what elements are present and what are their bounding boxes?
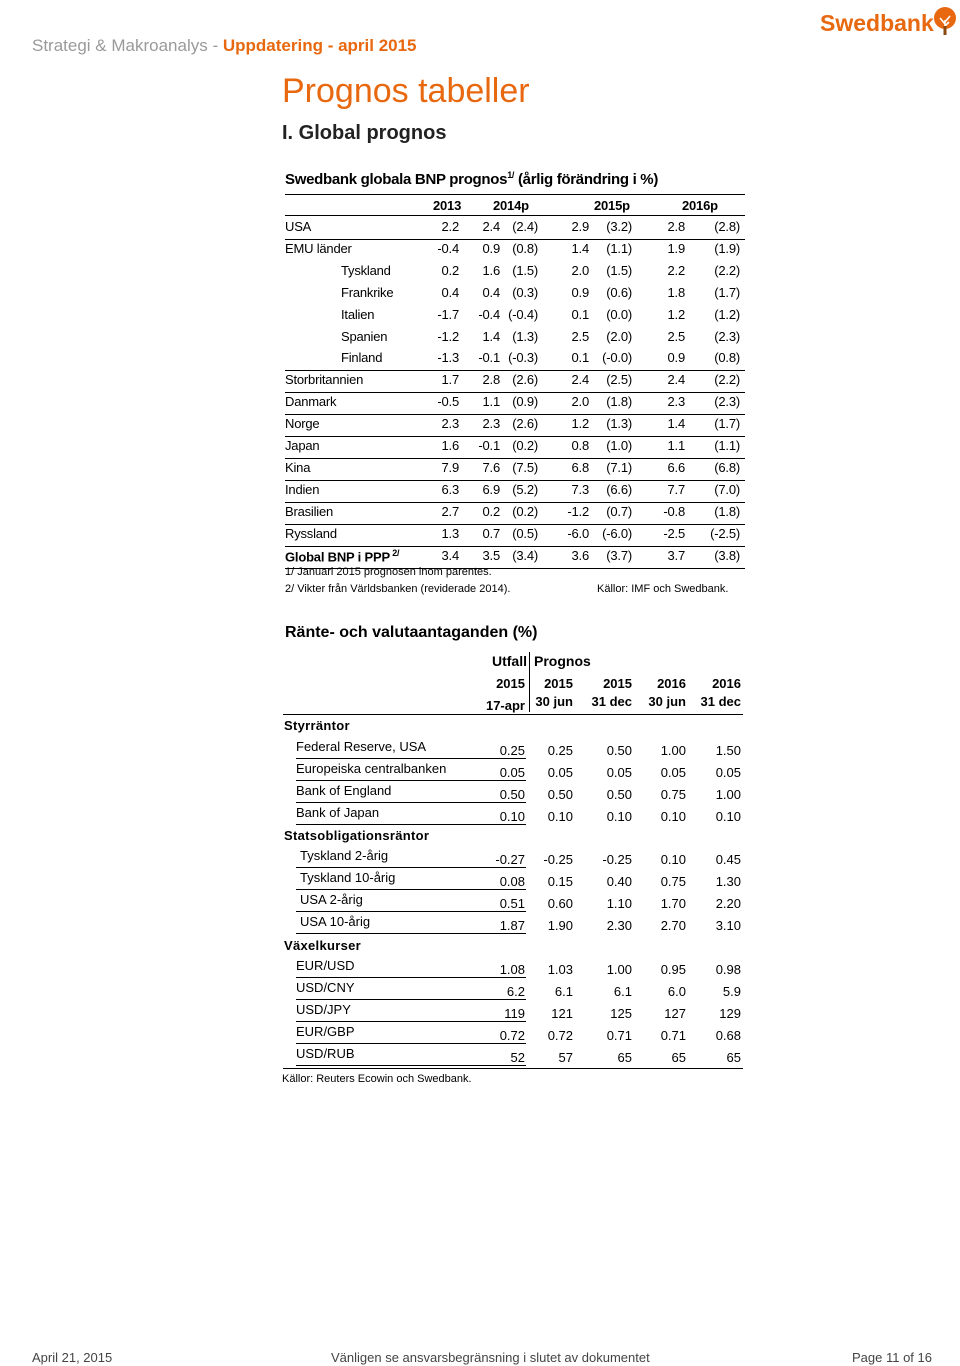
- gdp-value: 2.4: [482, 219, 500, 234]
- divider: [296, 824, 526, 825]
- utfall-header: Utfall: [492, 653, 527, 669]
- country-label: [341, 285, 393, 300]
- gdp-value: (0.7): [606, 504, 632, 519]
- gdp-value: 1.6: [441, 438, 459, 453]
- rate-value: 1.08: [499, 962, 525, 977]
- divider: [296, 911, 526, 912]
- country-name: Brasilien: [285, 504, 334, 519]
- gdp-value: 0.4: [441, 285, 459, 300]
- divider: [285, 502, 745, 503]
- country-label: [341, 350, 382, 365]
- gdp-value: 6.9: [482, 482, 500, 497]
- gdp-value: -0.8: [663, 504, 685, 519]
- gdp-value: 1.9: [667, 241, 685, 256]
- rate-row-label: Europeiska centralbanken: [296, 761, 447, 776]
- date-header: 30 jun: [648, 694, 686, 709]
- gdp-value: (2.3): [714, 394, 740, 409]
- section-heading: Styrräntor: [284, 718, 350, 733]
- gdp-value: -0.4: [478, 307, 500, 322]
- gdp-year-header: 2013: [433, 198, 462, 213]
- gdp-value: (-0.0): [602, 350, 632, 365]
- gdp-value: (1.5): [606, 263, 632, 278]
- gdp-value: -1.7: [437, 307, 459, 322]
- rate-value: 0.25: [547, 743, 573, 758]
- rate-value: 0.10: [660, 852, 686, 867]
- rate-value: 3.10: [715, 918, 741, 933]
- year-header: 2015: [496, 676, 525, 691]
- country-label: [285, 526, 337, 541]
- gdp-value: (1.9): [714, 241, 740, 256]
- gdp-value: 1.8: [667, 285, 685, 300]
- gdp-value: (7.5): [512, 460, 538, 475]
- divider: [285, 414, 745, 415]
- rate-value: 65: [671, 1050, 686, 1065]
- rate-value: 119: [504, 1006, 525, 1021]
- year-header: 2016: [712, 676, 741, 691]
- country-name: EMU länder: [285, 241, 352, 256]
- rate-value: 0.75: [660, 787, 686, 802]
- gdp-value: (2.8): [714, 219, 740, 234]
- gdp-value: (2.2): [714, 263, 740, 278]
- gdp-value: 2.8: [667, 219, 685, 234]
- date-header: 30 jun: [535, 694, 573, 709]
- gdp-value: (1.7): [714, 285, 740, 300]
- gdp-value: -1.2: [567, 504, 589, 519]
- report-header: [32, 36, 417, 56]
- gdp-value: (1.8): [606, 394, 632, 409]
- rate-value: 0.08: [499, 874, 525, 889]
- gdp-value: -6.0: [567, 526, 589, 541]
- country-name: Frankrike: [341, 285, 394, 300]
- country-label: [285, 372, 363, 387]
- divider: [296, 758, 526, 759]
- gdp-value: (3.8): [714, 548, 740, 563]
- rate-value: 127: [664, 1006, 686, 1021]
- rate-value: 0.05: [715, 765, 741, 780]
- divider: [296, 999, 526, 1000]
- gdp-value: (2.6): [512, 372, 538, 387]
- gdp-value: (7.0): [714, 482, 740, 497]
- divider: [296, 1021, 526, 1022]
- rate-value: 0.68: [715, 1028, 741, 1043]
- section-title: I. Global prognos: [282, 122, 447, 144]
- rate-value: 0.05: [547, 765, 573, 780]
- rate-value: 0.25: [499, 743, 525, 758]
- footer-date: April 21, 2015: [32, 1350, 113, 1365]
- gdp-source: Källor: IMF och Swedbank.: [597, 583, 729, 595]
- rate-row-label: Bank of Japan: [296, 805, 380, 820]
- gdp-value: -1.3: [437, 350, 459, 365]
- divider: [285, 239, 745, 240]
- rate-value: 0.50: [499, 787, 525, 802]
- gdp-value: (0.0): [606, 307, 632, 322]
- rate-value: 6.2: [506, 984, 525, 999]
- divider: [296, 889, 526, 890]
- rate-value: 6.1: [554, 984, 573, 999]
- rate-row-label: USD/RUB: [296, 1046, 355, 1061]
- rate-value: 65: [617, 1050, 632, 1065]
- gdp-value: (0.5): [512, 526, 538, 541]
- year-header: 2015: [603, 676, 632, 691]
- gdp-note-2: 2/ Vikter från Världsbanken (reviderade 2014).: [285, 583, 511, 595]
- rate-value: 0.72: [499, 1028, 525, 1043]
- gdp-value: 3.7: [667, 548, 685, 563]
- rate-value: 6.1: [613, 984, 632, 999]
- gdp-value: 3.4: [441, 548, 459, 563]
- gdp-value: 0.2: [482, 504, 500, 519]
- country-name: USA: [285, 219, 312, 234]
- gdp-value: 2.7: [441, 504, 459, 519]
- gdp-value: (3.4): [512, 548, 538, 563]
- section-heading: Växelkurser: [284, 938, 362, 953]
- gdp-value: 0.9: [482, 241, 500, 256]
- rate-value: 0.95: [660, 962, 686, 977]
- country-name: Japan: [285, 438, 320, 453]
- rate-value: 0.50: [547, 787, 573, 802]
- page-title: Prognos tabeller: [282, 72, 530, 110]
- gdp-value: 6.6: [667, 460, 685, 475]
- rate-table-title: Ränte- och valutaantaganden (%): [285, 624, 538, 641]
- gdp-value: 2.8: [482, 372, 500, 387]
- gdp-value: (1.7): [714, 416, 740, 431]
- gdp-value: 1.2: [667, 307, 685, 322]
- gdp-value: (0.8): [512, 241, 538, 256]
- country-name: Spanien: [341, 329, 388, 344]
- rate-row-label: USD/CNY: [296, 980, 355, 995]
- year-header: 2016: [657, 676, 686, 691]
- divider: [285, 194, 745, 195]
- gdp-value: 2.3: [441, 416, 459, 431]
- gdp-value: 6.3: [441, 482, 459, 497]
- gdp-value: (0.9): [512, 394, 538, 409]
- header-highlight: Uppdatering - april 2015: [222, 36, 417, 55]
- header-prefix: Strategi & Makroanalys -: [32, 36, 223, 55]
- gdp-total-label: [285, 548, 399, 564]
- rate-row-label: EUR/USD: [296, 958, 355, 973]
- prognos-header: Prognos: [534, 653, 591, 669]
- country-label: [341, 307, 374, 322]
- gdp-value: 1.4: [667, 416, 685, 431]
- divider: [296, 780, 526, 781]
- rate-row-label: EUR/GBP: [296, 1024, 355, 1039]
- divider: [283, 1068, 743, 1069]
- divider: [296, 933, 526, 934]
- country-name: Global BNP i PPP: [285, 549, 390, 565]
- footer-disclaimer: Vänligen se ansvarsbegränsning i slutet av dokumentet: [331, 1350, 650, 1365]
- gdp-value: 0.9: [667, 350, 685, 365]
- rate-value: 125: [610, 1006, 632, 1021]
- rate-value: 1.30: [715, 874, 741, 889]
- rate-value: -0.25: [543, 852, 573, 867]
- swedbank-logo: [820, 6, 960, 40]
- rate-value: 0.40: [606, 874, 632, 889]
- divider: [283, 714, 743, 715]
- rate-value: 65: [726, 1050, 741, 1065]
- country-name: Italien: [341, 307, 375, 322]
- gdp-value: -0.5: [437, 394, 459, 409]
- gdp-note-1: 1/ Januari 2015 prognosen inom parentes.: [285, 566, 492, 578]
- country-name: Kina: [285, 460, 311, 475]
- gdp-value: 2.2: [441, 219, 459, 234]
- gdp-value: -0.1: [478, 438, 500, 453]
- gdp-value: 0.2: [441, 263, 459, 278]
- gdp-value: 1.4: [571, 241, 589, 256]
- rate-value: 0.50: [606, 743, 632, 758]
- footer-page: Page 11 of 16: [852, 1350, 932, 1365]
- rate-row-label: USA 10-årig: [300, 914, 371, 929]
- rate-value: 0.60: [547, 896, 573, 911]
- country-name: Indien: [285, 482, 320, 497]
- gdp-value: 1.1: [482, 394, 500, 409]
- gdp-value: 7.7: [667, 482, 685, 497]
- rate-value: 121: [551, 1006, 573, 1021]
- rate-value: 57: [558, 1050, 573, 1065]
- gdp-value: (2.4): [512, 219, 538, 234]
- gdp-value: (0.2): [512, 438, 538, 453]
- rate-value: 0.51: [499, 896, 525, 911]
- gdp-value: (-6.0): [602, 526, 632, 541]
- gdp-value: 2.5: [571, 329, 589, 344]
- gdp-value: (0.6): [606, 285, 632, 300]
- country-label: [285, 416, 319, 431]
- country-name: Norge: [285, 416, 320, 431]
- rate-value: 0.45: [715, 852, 741, 867]
- rate-value: 1.50: [715, 743, 741, 758]
- gdp-value: (1.0): [606, 438, 632, 453]
- divider: [285, 458, 745, 459]
- rate-value: 5.9: [722, 984, 741, 999]
- gdp-value: (0.3): [512, 285, 538, 300]
- gdp-year-header: 2015p: [594, 198, 630, 213]
- rate-value: 0.10: [606, 809, 632, 824]
- rate-value: 0.15: [547, 874, 573, 889]
- rate-row-label: Bank of England: [296, 783, 392, 798]
- gdp-value: 2.0: [571, 394, 589, 409]
- gdp-value: 7.3: [571, 482, 589, 497]
- gdp-value: 1.1: [667, 438, 685, 453]
- country-label: [341, 263, 391, 278]
- gdp-value: 0.9: [571, 285, 589, 300]
- rate-value: 2.30: [606, 918, 632, 933]
- gdp-value: (1.1): [714, 438, 740, 453]
- rate-row-label: Federal Reserve, USA: [296, 739, 427, 754]
- rate-value: 129: [719, 1006, 741, 1021]
- country-label: [285, 394, 336, 409]
- logo-text: Swedbank: [820, 10, 934, 36]
- country-label: [285, 219, 311, 234]
- country-label: [285, 241, 352, 256]
- rate-value: 1.00: [715, 787, 741, 802]
- gdp-value: -0.1: [478, 350, 500, 365]
- gdp-value: (3.7): [606, 548, 632, 563]
- divider: [285, 546, 745, 547]
- country-name: Finland: [341, 350, 383, 365]
- divider: [296, 1043, 526, 1044]
- divider: [285, 215, 745, 216]
- gdp-value: 1.2: [571, 416, 589, 431]
- gdp-value: (-0.3): [508, 350, 538, 365]
- gdp-value: (2.6): [512, 416, 538, 431]
- gdp-value: 0.1: [571, 350, 589, 365]
- rate-value: 0.71: [606, 1028, 632, 1043]
- gdp-value: (0.8): [714, 350, 740, 365]
- divider: [296, 802, 526, 803]
- gdp-value: -1.2: [437, 329, 459, 344]
- gdp-value: 1.4: [482, 329, 500, 344]
- rate-value: 52: [510, 1050, 525, 1065]
- gdp-value: (-2.5): [710, 526, 740, 541]
- gdp-value: 7.6: [482, 460, 500, 475]
- gdp-value: 2.4: [571, 372, 589, 387]
- gdp-value: (1.2): [714, 307, 740, 322]
- rate-row-label: Tyskland 10-årig: [300, 870, 396, 885]
- oak-tree-icon: [932, 6, 958, 36]
- rate-value: 2.20: [715, 896, 741, 911]
- gdp-value: 1.3: [441, 526, 459, 541]
- gdp-value: (1.5): [512, 263, 538, 278]
- rate-value: 1.90: [547, 918, 573, 933]
- gdp-value: (1.8): [714, 504, 740, 519]
- rate-value: 0.98: [715, 962, 741, 977]
- gdp-value: (1.3): [606, 416, 632, 431]
- divider: [285, 436, 745, 437]
- gdp-year-header: 2014p: [493, 198, 529, 213]
- country-label: [341, 329, 387, 344]
- rate-value: 1.70: [660, 896, 686, 911]
- gdp-value: 0.1: [571, 307, 589, 322]
- rate-value: 0.05: [660, 765, 686, 780]
- gdp-value: 2.5: [667, 329, 685, 344]
- gdp-value: 0.7: [482, 526, 500, 541]
- gdp-value: 2.2: [667, 263, 685, 278]
- gdp-value: (2.5): [606, 372, 632, 387]
- rate-source: Källor: Reuters Ecowin och Swedbank.: [282, 1073, 472, 1085]
- rate-value: 0.05: [499, 765, 525, 780]
- gdp-value: 2.9: [571, 219, 589, 234]
- country-name: Tyskland: [341, 263, 391, 278]
- rate-value: 1.03: [547, 962, 573, 977]
- gdp-value: (-0.4): [508, 307, 538, 322]
- country-name: Ryssland: [285, 526, 337, 541]
- gdp-value: 7.9: [441, 460, 459, 475]
- rate-row-label: USD/JPY: [296, 1002, 351, 1017]
- gdp-value: (2.3): [714, 329, 740, 344]
- rate-value: 2.70: [660, 918, 686, 933]
- footnote-ref: 2/: [389, 548, 400, 558]
- rate-value: 0.05: [606, 765, 632, 780]
- section-heading: Statsobligationsräntor: [284, 828, 430, 843]
- rate-value: 0.50: [606, 787, 632, 802]
- rate-value: 0.75: [660, 874, 686, 889]
- gdp-value: (5.2): [512, 482, 538, 497]
- gdp-value: (7.1): [606, 460, 632, 475]
- gdp-value: 2.4: [667, 372, 685, 387]
- rate-value: 0.10: [660, 809, 686, 824]
- rate-value: 6.0: [667, 984, 686, 999]
- rate-value: 0.72: [547, 1028, 573, 1043]
- rate-row-label: USA 2-årig: [300, 892, 363, 907]
- gdp-value: 0.8: [571, 438, 589, 453]
- date-header: 31 dec: [591, 694, 632, 709]
- divider: [296, 1065, 526, 1066]
- gdp-value: 2.3: [667, 394, 685, 409]
- divider: [296, 867, 526, 868]
- country-name: Storbritannien: [285, 372, 364, 387]
- rate-value: 0.71: [660, 1028, 686, 1043]
- rate-value: 1.87: [499, 918, 525, 933]
- rate-value: 1.00: [660, 743, 686, 758]
- rate-value: -0.27: [495, 852, 525, 867]
- rate-value: 0.10: [547, 809, 573, 824]
- gdp-value: 2.0: [571, 263, 589, 278]
- gdp-value: (3.2): [606, 219, 632, 234]
- gdp-table-title: Swedbank globala BNP prognos$^{1/}$ (årlig förändring i %): [285, 170, 659, 188]
- gdp-value: -0.4: [437, 241, 459, 256]
- divider: [285, 480, 745, 481]
- gdp-value: 3.5: [482, 548, 500, 563]
- gdp-value: 6.8: [571, 460, 589, 475]
- rate-value: 0.10: [715, 809, 741, 824]
- date-header: 31 dec: [700, 694, 741, 709]
- gdp-value: 2.3: [482, 416, 500, 431]
- divider: [285, 370, 745, 371]
- gdp-value: (6.8): [714, 460, 740, 475]
- gdp-value: (1.3): [512, 329, 538, 344]
- gdp-value: 0.4: [482, 285, 500, 300]
- year-header: 2015: [544, 676, 573, 691]
- divider: [285, 524, 745, 525]
- rate-value: -0.25: [602, 852, 632, 867]
- gdp-value: (2.2): [714, 372, 740, 387]
- rate-value: 1.10: [606, 896, 632, 911]
- rate-value: 1.00: [606, 962, 632, 977]
- date-header: 17-apr: [485, 698, 525, 713]
- gdp-value: -2.5: [663, 526, 685, 541]
- rate-value: 0.10: [499, 809, 525, 824]
- gdp-value: 3.6: [571, 548, 589, 563]
- gdp-value: 1.6: [482, 263, 500, 278]
- divider: [285, 392, 745, 393]
- gdp-value: (2.0): [606, 329, 632, 344]
- country-label: [285, 438, 319, 453]
- gdp-value: (6.6): [606, 482, 632, 497]
- gdp-value: (0.2): [512, 504, 538, 519]
- country-name: Danmark: [285, 394, 337, 409]
- country-label: [285, 482, 319, 497]
- gdp-year-header: 2016p: [682, 198, 718, 213]
- country-label: [285, 504, 333, 519]
- divider: [296, 977, 526, 978]
- rate-row-label: Tyskland 2-årig: [300, 848, 389, 863]
- gdp-value: (1.1): [606, 241, 632, 256]
- gdp-value: 1.7: [441, 372, 459, 387]
- country-label: [285, 460, 310, 475]
